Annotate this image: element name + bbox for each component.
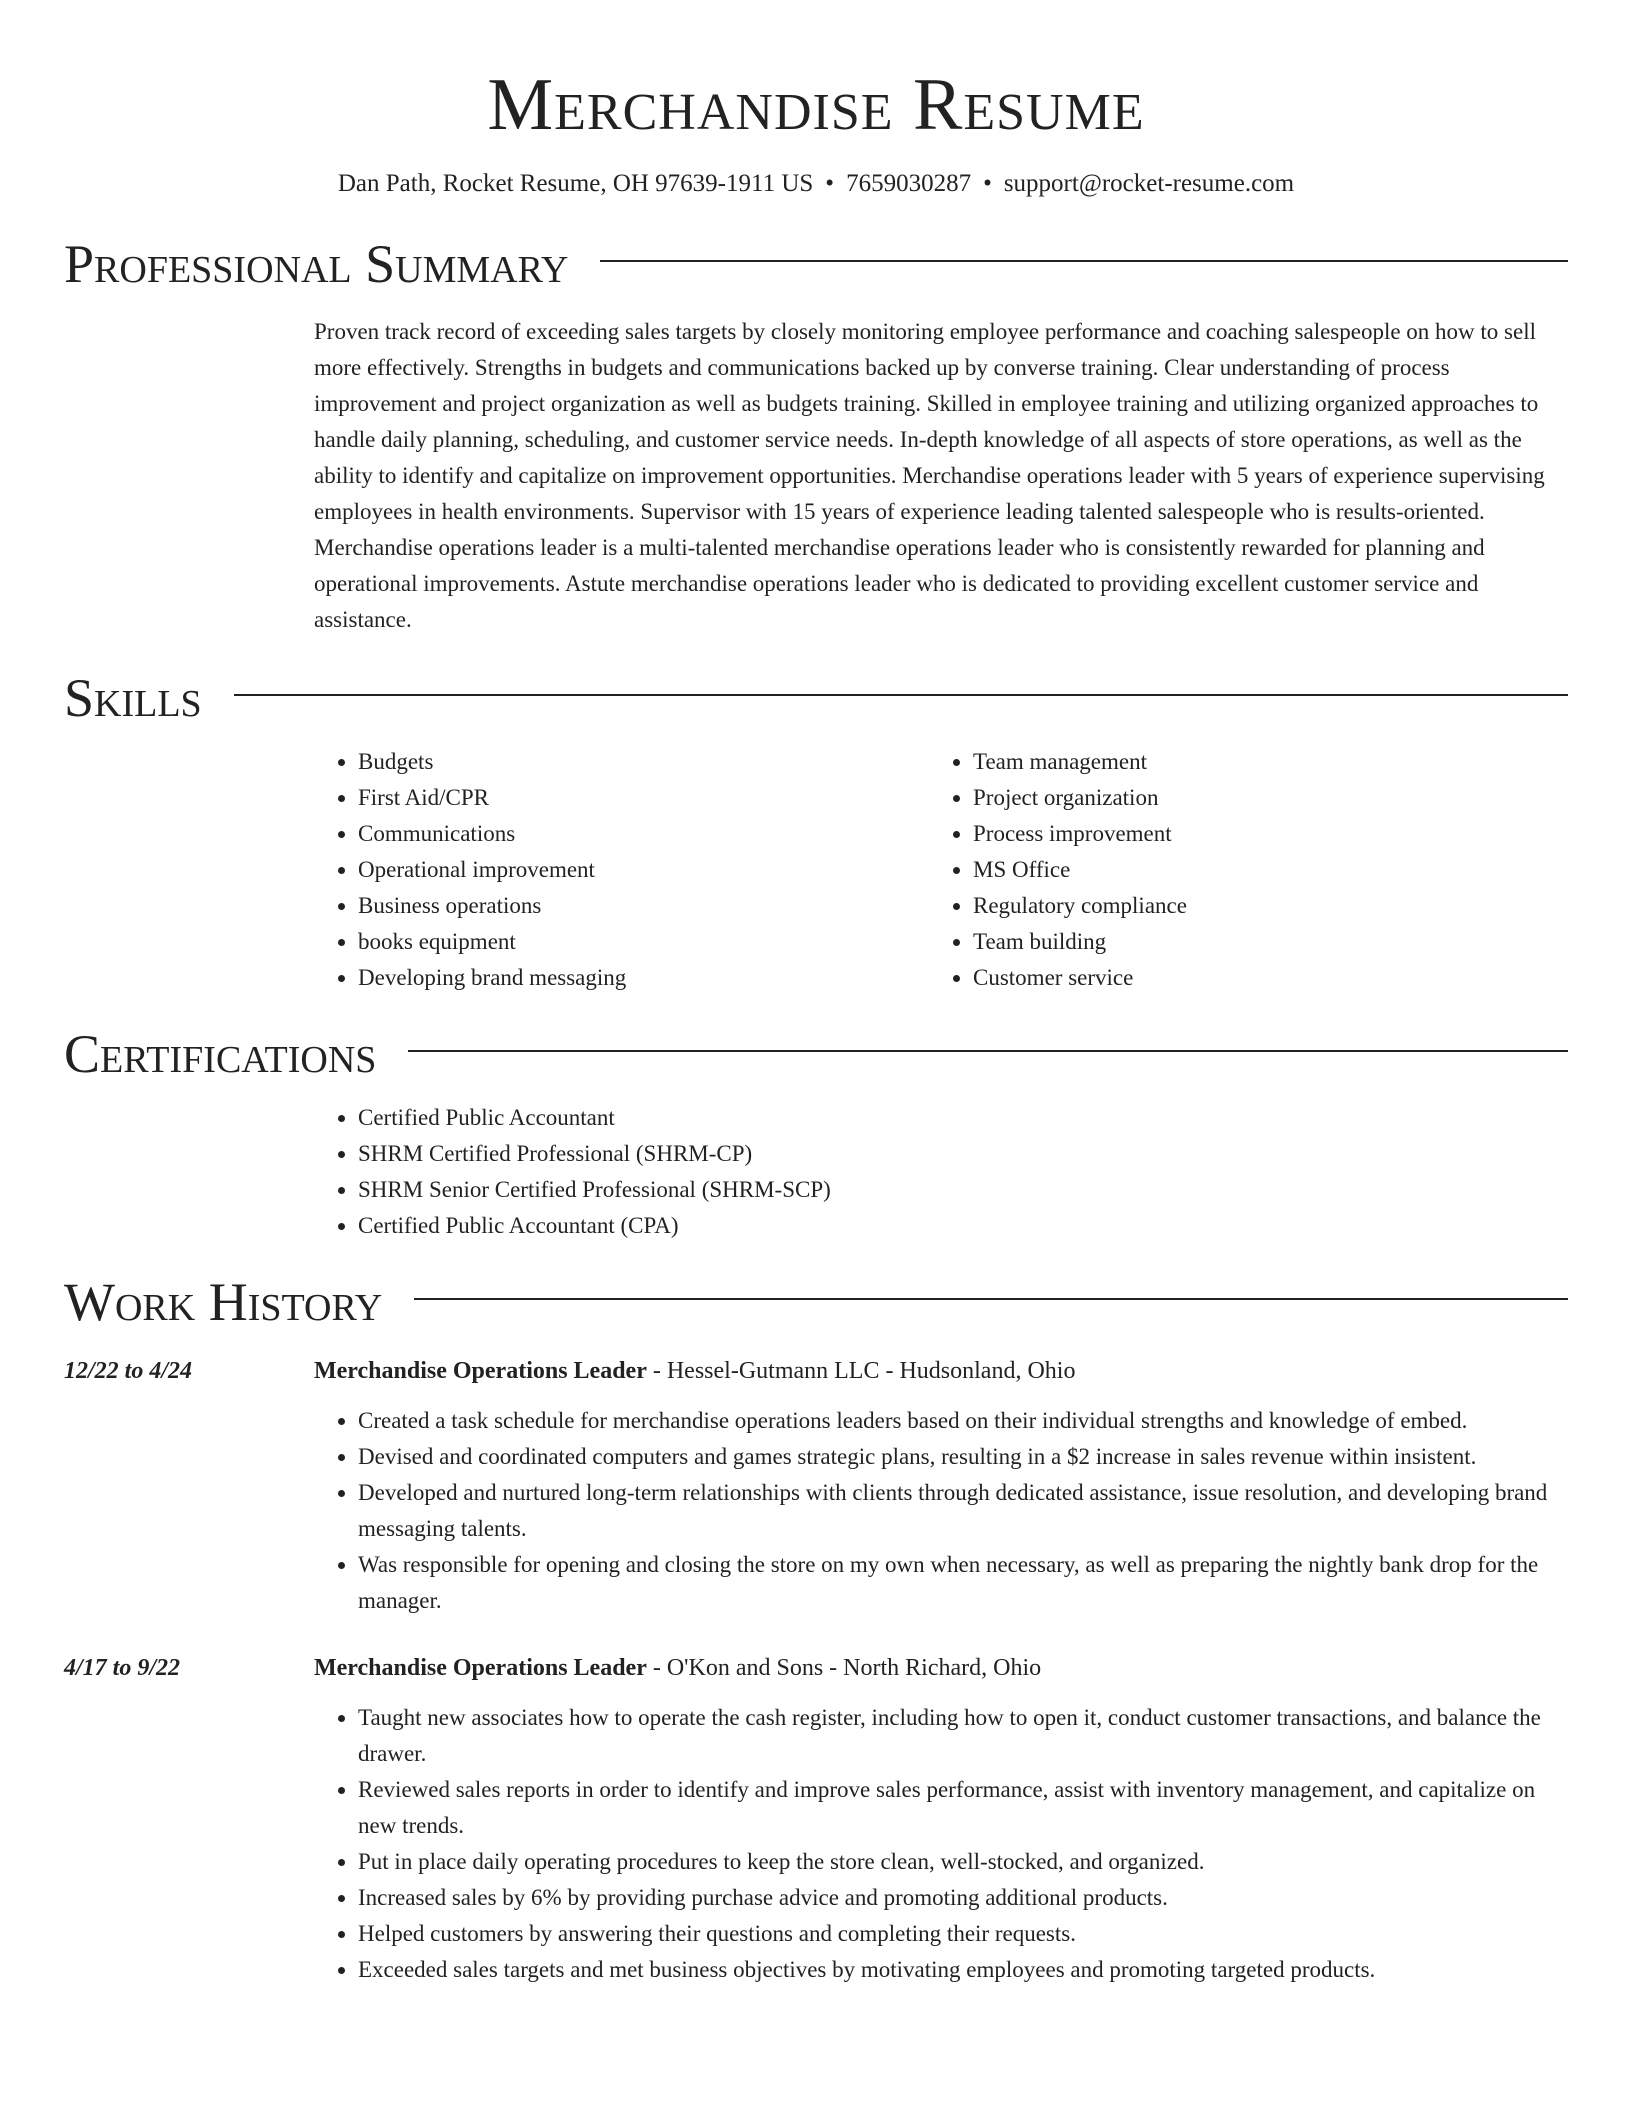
contact-line <box>64 168 1568 200</box>
skill-item: • Project organization <box>973 780 1544 816</box>
job-bullet: • Put in place daily operating procedures to keep the store clean, well-stocked, and organized. <box>358 1844 1568 1880</box>
job-entry <box>64 1651 1568 1988</box>
skill-item: • Developing brand messaging <box>358 960 929 996</box>
job-headline <box>314 1354 1568 1388</box>
contact-email: support@rocket-resume.com <box>1003 170 1295 197</box>
skill-item: • Business operations <box>358 888 929 924</box>
certification-item: • Certified Public Accountant (CPA) <box>358 1208 1568 1244</box>
contact-separator: • <box>825 170 835 197</box>
work-history-section-header <box>64 1272 1568 1332</box>
section-divider <box>600 260 1568 262</box>
skill-item: • Communications <box>358 816 929 852</box>
job-employer: - Hessel-Gutmann LLC - Hudsonland, Ohio <box>646 1358 1076 1384</box>
job-entry <box>64 1354 1568 1619</box>
job-body <box>314 1354 1568 1619</box>
skills-column-left <box>314 744 929 996</box>
job-dates: 4/17 to 9/22 <box>64 1655 181 1681</box>
skill-item: • Operational improvement <box>358 852 929 888</box>
contact-separator: • <box>983 170 992 197</box>
job-title: Merchandise Operations Leader <box>314 1358 647 1384</box>
contact-phone: 7659030287 <box>846 170 972 197</box>
job-headline <box>314 1651 1568 1685</box>
job-employer: - O'Kon and Sons - North Richard, Ohio <box>646 1655 1042 1681</box>
skill-item: • First Aid/CPR <box>358 780 929 816</box>
job-bullet: • Helped customers by answering their questions and completing their requests. <box>358 1916 1568 1952</box>
work-history-heading: Work History <box>64 1272 383 1332</box>
job-bullet: • Taught new associates how to operate the cash register, including how to open it, conduct customer transactions, and balance the drawer. <box>358 1700 1568 1772</box>
skill-item: • Team building <box>973 924 1544 960</box>
job-dates: 12/22 to 4/24 <box>64 1358 193 1384</box>
skill-item: • Customer service <box>973 960 1544 996</box>
skill-item: • MS Office <box>973 852 1544 888</box>
skill-item: • Process improvement <box>973 816 1544 852</box>
job-body <box>314 1651 1568 1988</box>
summary-heading: Professional Summary <box>64 234 569 294</box>
job-bullet: • Created a task schedule for merchandise operations leaders based on their individual strengths and knowledge of embed. <box>358 1403 1568 1439</box>
skill-item: • Team management <box>973 744 1544 780</box>
summary-text: Proven track record of exceeding sales targets by closely monitoring employee performance and coaching salespeople on how to sell more effectively. Strengths in budgets and communications backed up by converse training. Clear understanding of process improvement and project organization as well as budgets training. Skilled in employee training and utilizing organized approaches to handle daily planning, scheduling, and customer service needs. In-depth knowledge of all aspects of store operations, as well as the ability to identify and capitalize on improvement opportunities. Merchandise operations leader with 5 years of experience supervising employees in health environments. Supervisor with 15 years of experience leading talented salespeople who is results-oriented. Merchandise operations leader is a multi-talented merchandise operations leader who is consistently rewarded for planning and operational improvements. Astute merchandise operations leader who is dedicated to providing excellent customer service and assistance. <box>314 319 1545 632</box>
job-bullet: • Increased sales by 6% by providing purchase advice and promoting additional products. <box>358 1880 1568 1916</box>
certification-item: • SHRM Senior Certified Professional (SHRM-SCP) <box>358 1172 1568 1208</box>
summary-section-header <box>64 234 1568 294</box>
section-divider <box>414 1298 1568 1300</box>
section-divider <box>234 694 1568 696</box>
job-bullet: • Reviewed sales reports in order to identify and improve sales performance, assist with inventory management, and capitalize on new trends. <box>358 1772 1568 1844</box>
skills-column-right <box>929 744 1544 996</box>
skill-item: • Budgets <box>358 744 929 780</box>
certifications-heading: Certifications <box>64 1024 377 1084</box>
job-title: Merchandise Operations Leader <box>314 1655 647 1681</box>
job-bullet: • Devised and coordinated computers and games strategic plans, resulting in a $2 increase in sales revenue within insistent. <box>358 1439 1568 1475</box>
job-bullet: • Was responsible for opening and closing the store on my own when necessary, as well as preparing the nightly bank drop for the manager. <box>358 1547 1568 1619</box>
certification-item: • SHRM Certified Professional (SHRM-CP) <box>358 1136 1568 1172</box>
certifications-list <box>314 1100 1568 1244</box>
skill-item: • books equipment <box>358 924 929 960</box>
skills-heading: Skills <box>64 668 202 728</box>
job-bullet: • Developed and nurtured long-term relationships with clients through dedicated assistance, issue resolution, and developing brand messaging talents. <box>358 1475 1568 1547</box>
job-bullet: • Exceeded sales targets and met business objectives by motivating employees and promoting targeted products. <box>358 1952 1568 1988</box>
skill-item: • Regulatory compliance <box>973 888 1544 924</box>
contact-address: Dan Path, Rocket Resume, OH 97639-1911 US <box>337 170 814 197</box>
skills-list <box>314 744 1568 996</box>
certifications-section-header <box>64 1024 1568 1084</box>
resume-title: Merchandise Resume <box>487 64 1145 146</box>
skills-section-header <box>64 668 1568 728</box>
summary-body <box>314 314 1568 638</box>
section-divider <box>408 1050 1568 1052</box>
certification-item: • Certified Public Accountant <box>358 1100 1568 1136</box>
